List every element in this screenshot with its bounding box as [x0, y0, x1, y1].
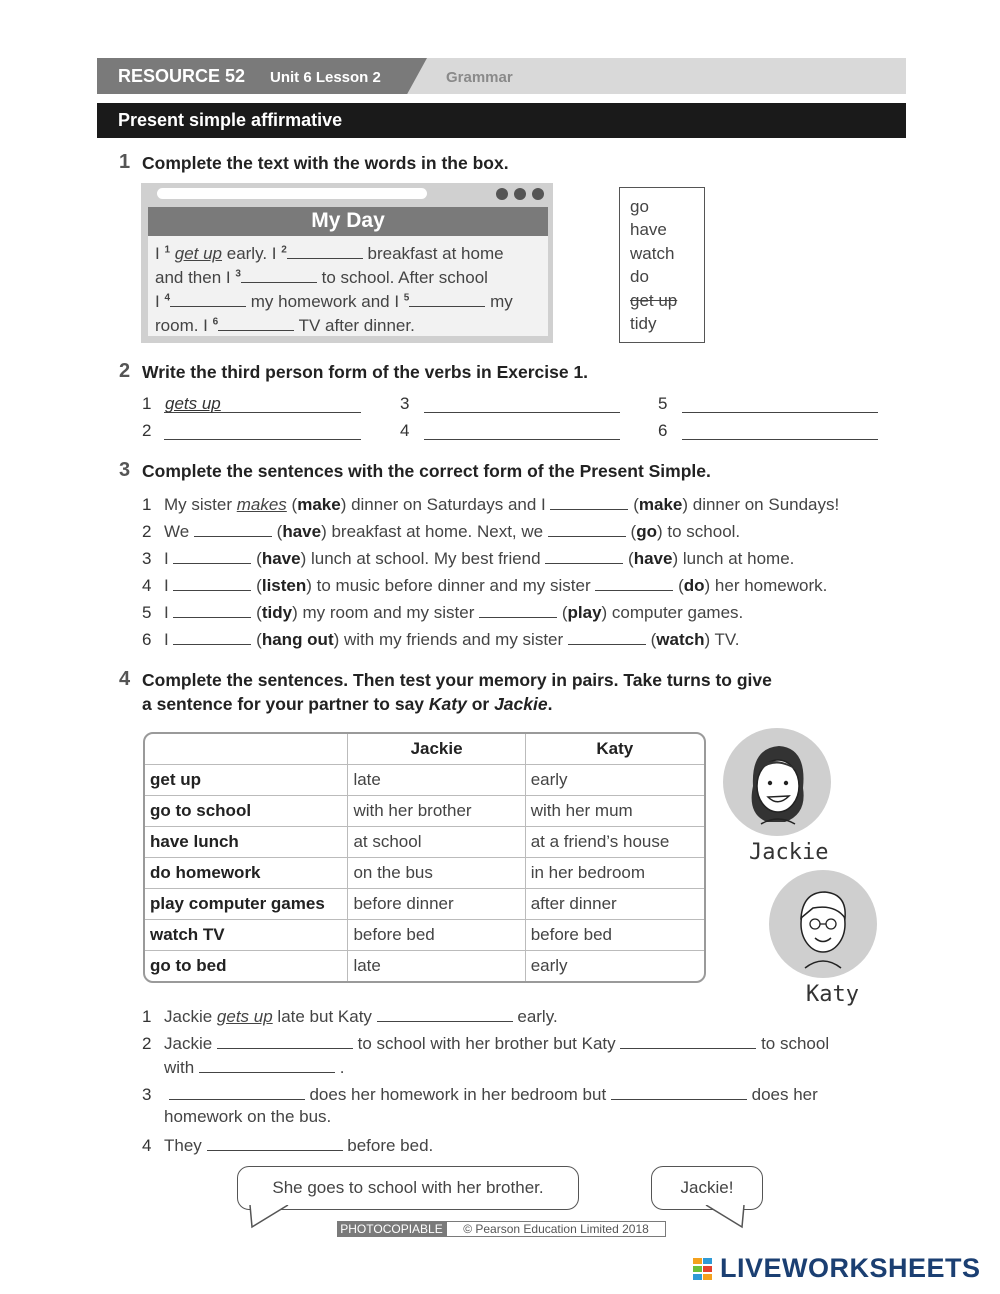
ex3-number: 3 — [119, 459, 131, 481]
section-title: Present simple affirmative — [118, 110, 343, 130]
ex4-gap[interactable] — [199, 1056, 335, 1073]
ex3-gap[interactable] — [173, 547, 251, 564]
speech-bubble-tail-icon — [704, 1205, 748, 1231]
girl-face-icon — [723, 728, 831, 836]
table-row: watch TV before bed before bed — [145, 920, 704, 951]
ex4-sentence-cont: homework on the bus. — [164, 1107, 332, 1126]
ex1-instruction: Complete the text with the words in the box. — [142, 153, 509, 173]
katy-name-label: Katy — [806, 982, 859, 1007]
table-row: go to bed late early — [145, 951, 704, 981]
ex3-example-answer: makes — [236, 495, 287, 514]
jackie-name-label: Jackie — [749, 840, 829, 865]
ex2-instruction: Write the third person form of the verbs in Exercise 1. — [142, 362, 589, 382]
ex3-gap[interactable] — [173, 574, 251, 591]
unit-lesson-label: Unit 6 Lesson 2 — [270, 69, 381, 86]
browser-address-bar — [157, 188, 427, 199]
jackie-avatar — [723, 728, 831, 836]
resource-label: RESOURCE 52 — [118, 66, 246, 86]
ex3-gap[interactable] — [479, 601, 557, 618]
ex3-sentence: 6 I (hang out) with my friends and my sister (watch) TV. — [142, 630, 740, 649]
ex3-gap[interactable] — [595, 574, 673, 591]
my-day-line-2: and then I $^3$ to school. After school — [155, 268, 488, 287]
ex2-item-number: 5 — [658, 394, 668, 413]
ex2-item-number: 1 — [142, 394, 152, 413]
katy-avatar — [769, 870, 877, 978]
ex1-number: 1 — [119, 151, 131, 173]
browser-dot-icon — [496, 188, 508, 200]
gap-4[interactable] — [170, 290, 246, 307]
ex3-sentence: 2 We (have) breakfast at home. Next, we (go) to school. — [142, 522, 741, 541]
ex2-answer-field[interactable] — [682, 439, 878, 440]
ex4-gap[interactable] — [217, 1032, 353, 1049]
word-box-item: have — [630, 220, 667, 239]
ex3-gap[interactable] — [548, 520, 626, 537]
browser-title: My Day — [311, 209, 385, 232]
photocopiable-label: PHOTOCOPIABLE — [337, 1221, 446, 1237]
my-day-line-4: room. I $^6$ TV after dinner. — [155, 316, 415, 335]
ex2-answer-field[interactable] — [164, 439, 361, 440]
liveworksheets-logo-icon — [693, 1258, 713, 1280]
word-box-item: do — [630, 267, 649, 286]
gap-5[interactable] — [409, 290, 485, 307]
ex4-gap[interactable] — [169, 1083, 305, 1100]
speech-bubble-tail-icon — [248, 1205, 292, 1231]
ex3-sentence: 5 I (tidy) my room and my sister (play) computer games. — [142, 603, 744, 622]
ex2-number: 2 — [119, 360, 131, 382]
ex3-gap[interactable] — [550, 493, 628, 510]
ex3-sentence: 1 My sister makes (make) dinner on Saturdays and I (make) dinner on Sundays! — [142, 495, 840, 514]
ex4-gap[interactable] — [207, 1134, 343, 1151]
ex4-gap[interactable] — [611, 1083, 747, 1100]
word-box-item: tidy — [630, 314, 657, 333]
ex3-gap[interactable] — [568, 628, 646, 645]
ex2-example-answer: gets up — [165, 394, 221, 413]
word-box-item: go — [630, 197, 649, 216]
copyright-label: © Pearson Education Limited 2018 — [446, 1221, 666, 1237]
word-box-item-used: get up — [630, 291, 678, 310]
table-row: do homework on the bus in her bedroom — [145, 858, 704, 889]
ex2-answer-field[interactable] — [682, 412, 878, 413]
ex4-number: 4 — [119, 668, 131, 690]
ex4-sentence: 3 does her homework in her bedroom but does her — [142, 1085, 818, 1104]
column-header: Katy — [526, 734, 704, 765]
ex2-answer-field[interactable] — [424, 412, 620, 413]
ex2-item-number: 2 — [142, 421, 152, 440]
gap-6[interactable] — [218, 314, 294, 331]
ex4-instruction-line-2: a sentence for your partner to say Katy or Jackie. — [142, 694, 553, 714]
ex4-example-answer: gets up — [216, 1007, 273, 1026]
ex4-gap[interactable] — [620, 1032, 756, 1049]
ex4-gap[interactable] — [377, 1005, 513, 1022]
ex2-item-number: 6 — [658, 421, 668, 440]
word-box-item: watch — [630, 244, 675, 263]
ex3-gap[interactable] — [194, 520, 272, 537]
table-row: play computer games before dinner after dinner — [145, 889, 704, 920]
routine-table — [143, 732, 706, 983]
speech-bubble-answer: Jackie! — [651, 1166, 763, 1210]
ex3-instruction: Complete the sentences with the correct form of the Present Simple. — [142, 461, 711, 481]
ex4-sentence: 4 They before bed. — [142, 1136, 434, 1155]
speech-bubble-sentence: She goes to school with her brother. — [237, 1166, 579, 1210]
ex3-sentence: 3 I (have) lunch at school. My best friend (have) lunch at home. — [142, 549, 795, 568]
table-header-row — [145, 734, 704, 765]
table-row: have lunch at school at a friend’s house — [145, 827, 704, 858]
my-day-line-1: I $^1$ get up early. I $^2$ breakfast at home — [155, 244, 504, 263]
ex3-gap[interactable] — [545, 547, 623, 564]
browser-dot-icon — [532, 188, 544, 200]
ex3-gap[interactable] — [173, 601, 251, 618]
ex2-item-number: 4 — [400, 421, 410, 440]
my-day-line-3: I $^4$ my homework and I $^5$ my — [155, 292, 513, 311]
liveworksheets-logo[interactable]: LIVEWORKSHEETS — [720, 1253, 981, 1283]
table-row: get up late early — [145, 765, 704, 796]
browser-dot-icon — [514, 188, 526, 200]
ex3-gap[interactable] — [173, 628, 251, 645]
ex2-answer-field[interactable] — [424, 439, 620, 440]
ex4-sentence: 2 Jackie to school with her brother but Katy to school — [142, 1034, 830, 1053]
table-row: go to school with her brother with her mum — [145, 796, 704, 827]
column-header: Jackie — [348, 734, 525, 765]
example-answer: get up — [174, 244, 223, 263]
ex4-sentence: 1 Jackie gets up late but Katy early. — [142, 1007, 558, 1026]
category-label: Grammar — [446, 69, 513, 86]
ex3-sentence: 4 I (listen) to music before dinner and my sister (do) her homework. — [142, 576, 828, 595]
gap-3[interactable] — [241, 266, 317, 283]
girl-face-icon — [769, 870, 877, 978]
gap-2[interactable] — [287, 242, 363, 259]
ex4-sentence-cont: with . — [164, 1058, 345, 1077]
ex4-instruction-line-1: Complete the sentences. Then test your memory in pairs. Take turns to give — [142, 670, 772, 690]
ex2-item-number: 3 — [400, 394, 410, 413]
